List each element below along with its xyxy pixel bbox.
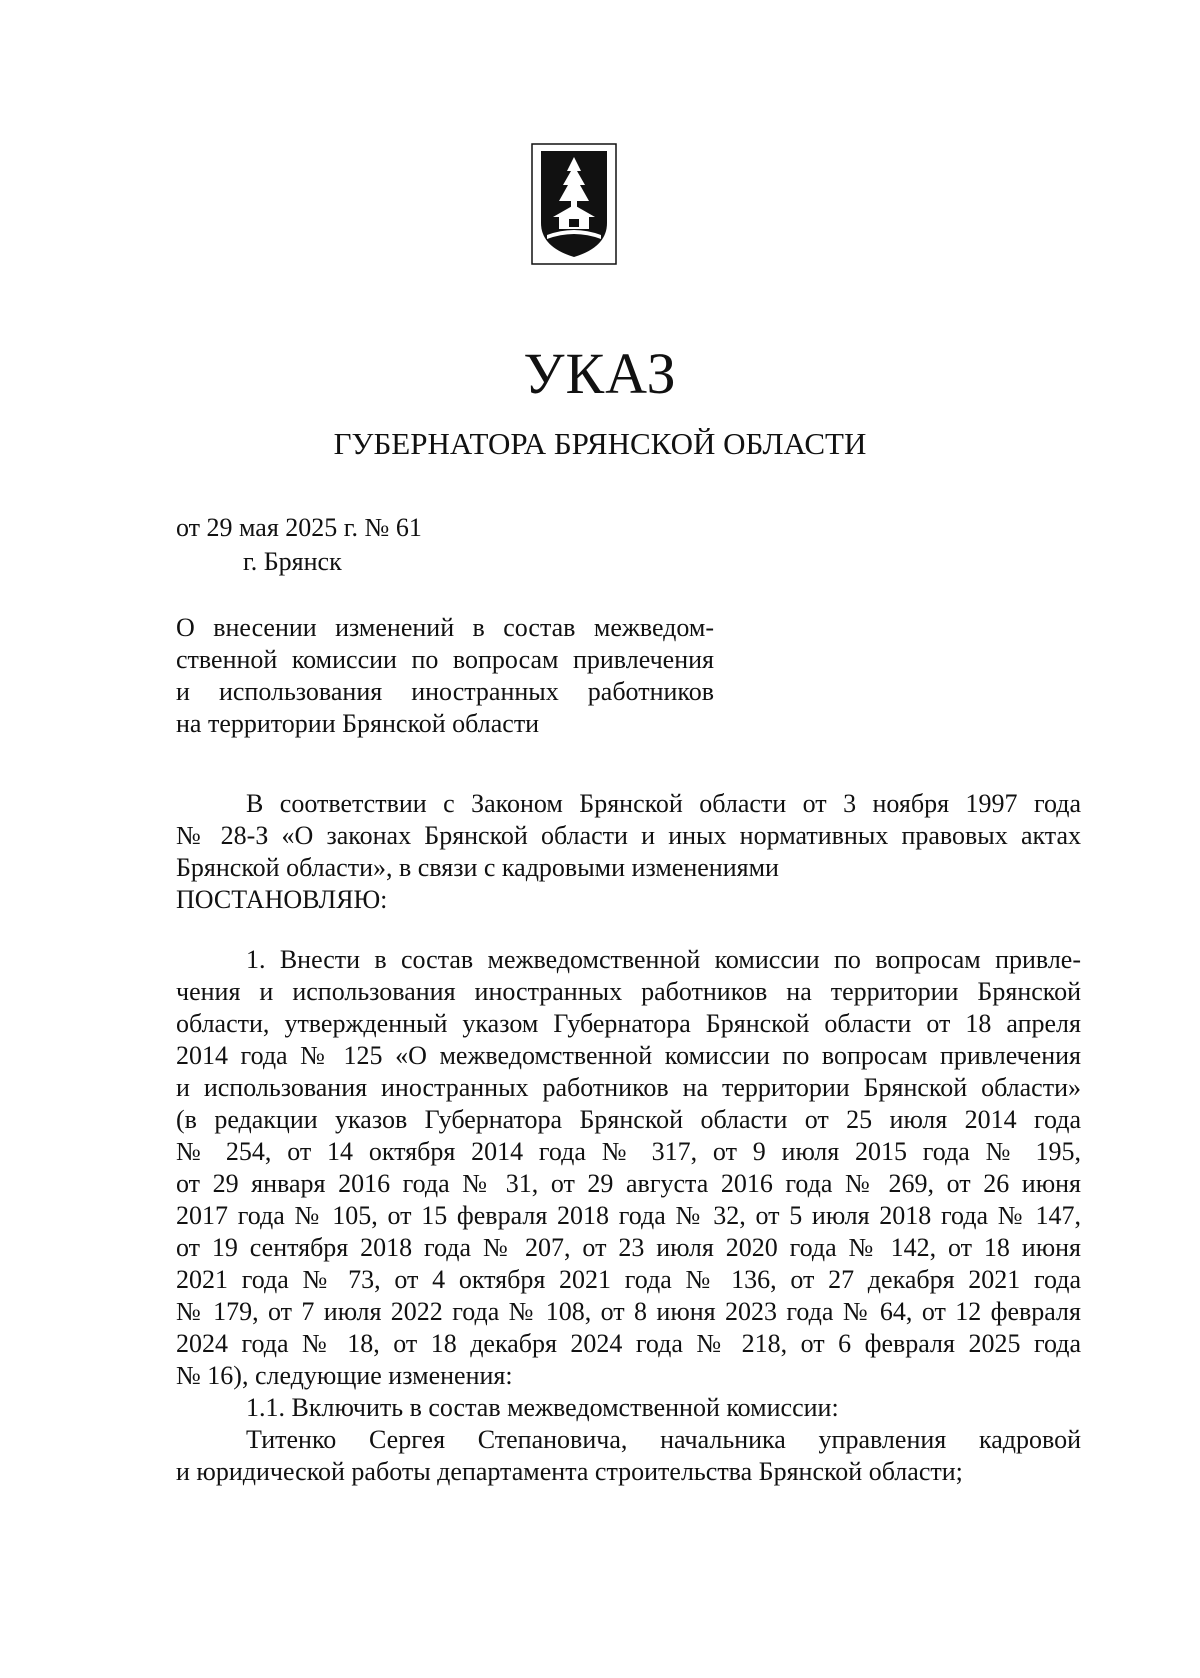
person-line: Титенко Сергея Степановича, начальника управления кадровой xyxy=(246,1425,1081,1454)
paragraph-line: (в редакции указов Губернатора Брянской области от 25 июля 2014 года xyxy=(176,1105,1081,1134)
subject-line: и использования иностранных работников xyxy=(176,677,714,706)
paragraph-line: от 29 января 2016 года № 31, от 29 августа 2016 года № 269, от 26 июня xyxy=(176,1169,1081,1198)
paragraph-line: от 19 сентября 2018 года № 207, от 23 июля 2020 года № 142, от 18 июня xyxy=(176,1233,1081,1262)
decree-word: ПОСТАНОВЛЯЮ: xyxy=(176,885,388,914)
paragraph-line: 2021 года № 73, от 4 октября 2021 года № 136, от 27 декабря 2021 года xyxy=(176,1265,1081,1294)
item-1-1: 1.1. Включить в состав межведомственной комиссии: xyxy=(246,1393,839,1422)
paragraph-line: 2017 года № 105, от 15 февраля 2018 года № 32, от 5 июля 2018 года № 147, xyxy=(176,1201,1081,1230)
subject-line: ственной комиссии по вопросам привлечения xyxy=(176,645,714,674)
document-subtitle: ГУБЕРНАТОРА БРЯНСКОЙ ОБЛАСТИ xyxy=(333,426,867,461)
subject-line: О внесении изменений в состав межведом- xyxy=(176,613,714,642)
preamble-line: № 28-З «О законах Брянской области и иных нормативных правовых актах xyxy=(176,821,1081,850)
paragraph-line: области, утвержденный указом Губернатора Брянской области от 18 апреля xyxy=(176,1009,1081,1038)
paragraph-1 xyxy=(176,944,1081,1488)
paragraph-line: № 254, от 14 октября 2014 года № 317, от 9 июля 2015 года № 195, xyxy=(176,1137,1081,1166)
paragraph-line: чения и использования иностранных работников на территории Брянской xyxy=(176,977,1081,1006)
date-number-line: от 29 мая 2025 г. № 61 xyxy=(176,513,422,542)
preamble-line: В соответствии с Законом Брянской области от 3 ноября 1997 года xyxy=(246,789,1081,818)
subject-line: на территории Брянской области xyxy=(176,709,540,738)
document-subject xyxy=(176,612,714,740)
paragraph-line: № 16), следующие изменения: xyxy=(176,1361,513,1390)
paragraph-line: № 179, от 7 июля 2022 года № 108, от 8 июня 2023 года № 64, от 12 февраля xyxy=(176,1297,1081,1326)
person-line: и юридической работы департамента строительства Брянской области; xyxy=(176,1457,963,1486)
coat-of-arms-emblem xyxy=(531,143,617,265)
paragraph-line: 1. Внести в состав межведомственной комиссии по вопросам привле- xyxy=(246,945,1081,974)
preamble xyxy=(176,788,1081,916)
document-title: УКАЗ xyxy=(523,341,677,406)
paragraph-line: и использования иностранных работников на территории Брянской области» xyxy=(176,1073,1081,1102)
place-line: г. Брянск xyxy=(243,547,342,576)
paragraph-line: 2024 года № 18, от 18 декабря 2024 года № 218, от 6 февраля 2025 года xyxy=(176,1329,1081,1358)
paragraph-line: 2014 года № 125 «О межведомственной комиссии по вопросам привлечения xyxy=(176,1041,1081,1070)
preamble-line: Брянской области», в связи с кадровыми изменениями xyxy=(176,853,779,882)
